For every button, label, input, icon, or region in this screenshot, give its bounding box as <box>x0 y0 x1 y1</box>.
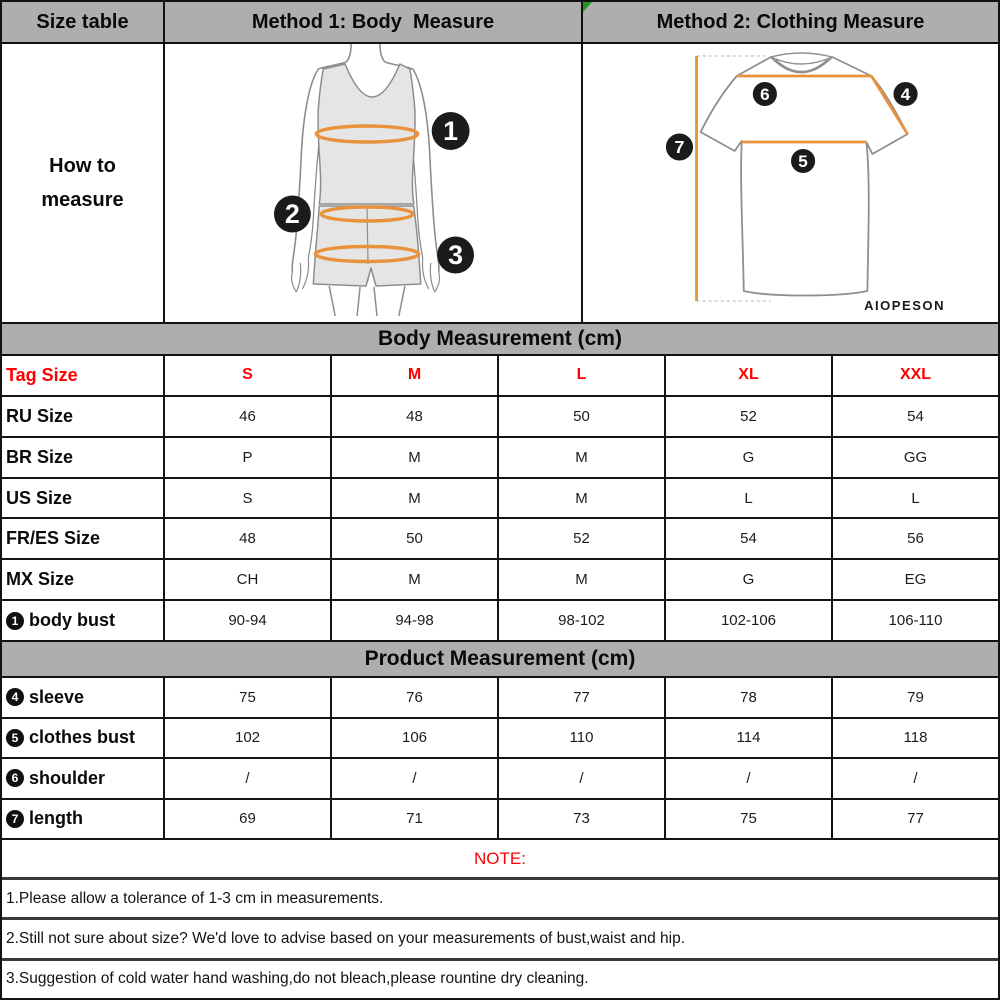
size-value: M <box>332 479 499 518</box>
size-value: 56 <box>907 530 924 548</box>
circled-number-badge: 4 <box>6 688 24 706</box>
svg-text:2: 2 <box>284 198 300 230</box>
size-value: 114 <box>666 719 833 758</box>
size-value: / <box>913 769 918 787</box>
note-item: 3.Suggestion of cold water hand washing,do not bleach,please rountine dry cleaning. <box>6 970 589 988</box>
size-value: L <box>666 479 833 518</box>
size-value: 76 <box>332 678 499 717</box>
how-to-line2: measure <box>41 189 124 211</box>
method2-header <box>583 2 998 44</box>
size-value: 54 <box>666 519 833 558</box>
method1-header: Method 1: Body Measure <box>165 2 583 44</box>
svg-text:6: 6 <box>760 85 770 104</box>
size-value: 50 <box>499 397 666 436</box>
size-value: 118 <box>903 729 928 747</box>
table-row <box>2 800 998 841</box>
row-label: RU Size <box>2 397 165 436</box>
size-value: 73 <box>499 800 666 839</box>
size-value: 75 <box>165 678 332 717</box>
circled-number-badge: 5 <box>6 729 24 747</box>
size-value: 69 <box>165 800 332 839</box>
size-col-header: XL <box>666 356 833 395</box>
size-col-header: XXL <box>899 366 932 384</box>
size-value: M <box>332 438 499 477</box>
note-item: 1.Please allow a tolerance of 1-3 cm in measurements. <box>2 880 998 920</box>
size-table-header: Size table <box>2 2 165 44</box>
marker-4 <box>893 82 917 106</box>
table-row <box>2 519 998 560</box>
clothing-measure-diagram <box>583 44 998 322</box>
size-value: L <box>911 489 920 507</box>
notes-list <box>2 880 998 998</box>
marker-2 <box>274 196 311 233</box>
circled-number-badge: 1 <box>6 612 24 630</box>
table-row <box>2 601 998 640</box>
size-value: M <box>499 560 666 599</box>
table-row <box>2 719 998 760</box>
marker-7 <box>666 134 693 161</box>
size-value: G <box>666 438 833 477</box>
marker-6 <box>753 82 777 106</box>
marker-5 <box>791 149 815 173</box>
size-value: 46 <box>165 397 332 436</box>
circled-number-badge: 6 <box>6 769 24 787</box>
table-row <box>2 438 998 479</box>
method2-header-label: Method 2: Clothing Measure <box>656 10 925 33</box>
size-value: 106-110 <box>888 612 943 630</box>
size-value: 77 <box>499 678 666 717</box>
body-measurement-table <box>2 356 998 640</box>
body-figure-illustration <box>165 44 581 322</box>
size-value: M <box>332 560 499 599</box>
svg-text:4: 4 <box>900 85 911 104</box>
size-value: EG <box>904 571 927 589</box>
size-value: GG <box>903 448 928 466</box>
note-item: 2.Still not sure about size? We'd love to advise based on your measurements of bust,waist and hip. <box>2 920 998 960</box>
table-row <box>2 560 998 601</box>
size-value: 75 <box>666 800 833 839</box>
product-measurement-title: Product Measurement (cm) <box>2 640 998 678</box>
size-value: 94-98 <box>332 601 499 640</box>
table-row <box>2 678 998 719</box>
body-measurement-title: Body Measurement (cm) <box>2 322 998 356</box>
size-value: / <box>165 759 332 798</box>
green-corner-flag-icon <box>583 2 592 12</box>
size-value: 110 <box>499 719 666 758</box>
size-value: 106 <box>332 719 499 758</box>
size-value: 71 <box>332 800 499 839</box>
svg-text:3: 3 <box>448 239 464 271</box>
size-value: / <box>332 759 499 798</box>
size-value: 50 <box>332 519 499 558</box>
table-row <box>2 759 998 800</box>
how-to-line1: How to <box>49 155 116 177</box>
row-label: US Size <box>2 479 165 518</box>
size-col-header: L <box>499 356 666 395</box>
size-value: P <box>165 438 332 477</box>
top-header-row <box>2 2 998 44</box>
tag-size-header-row <box>2 356 998 397</box>
illustration-row <box>2 44 998 322</box>
size-value: / <box>666 759 833 798</box>
size-col-header: S <box>165 356 332 395</box>
size-value: 54 <box>907 407 924 425</box>
row-label: Tag Size <box>2 356 165 395</box>
size-value: 98-102 <box>499 601 666 640</box>
marker-1 <box>432 112 470 150</box>
size-col-header: M <box>332 356 499 395</box>
table-row <box>2 397 998 438</box>
size-value: 48 <box>165 519 332 558</box>
size-value: 78 <box>666 678 833 717</box>
size-value: 52 <box>499 519 666 558</box>
row-label: 1 body bust <box>2 601 165 640</box>
row-label: BR Size <box>2 438 165 477</box>
row-label: 6 shoulder <box>2 759 165 798</box>
marker-3 <box>437 237 474 274</box>
size-value: 79 <box>907 688 924 706</box>
size-value: CH <box>165 560 332 599</box>
how-to-measure-cell <box>2 44 165 322</box>
product-measurement-table <box>2 678 998 840</box>
circled-number-badge: 7 <box>6 810 24 828</box>
row-label: 5 clothes bust <box>2 719 165 758</box>
tshirt-illustration <box>583 44 998 322</box>
svg-text:1: 1 <box>443 115 459 147</box>
size-value: G <box>666 560 833 599</box>
note-title: NOTE: <box>2 840 998 880</box>
size-value: 90-94 <box>165 601 332 640</box>
size-value: / <box>499 759 666 798</box>
table-row <box>2 479 998 520</box>
size-value: 48 <box>332 397 499 436</box>
size-value: S <box>165 479 332 518</box>
row-label: FR/ES Size <box>2 519 165 558</box>
body-measure-diagram <box>165 44 583 322</box>
size-value: 102-106 <box>666 601 833 640</box>
size-value: 77 <box>907 810 924 828</box>
size-value: 52 <box>666 397 833 436</box>
brand-label: AIOPESON <box>864 298 946 313</box>
row-label: 7 length <box>2 800 165 839</box>
row-label: 4 sleeve <box>2 678 165 717</box>
svg-text:7: 7 <box>674 137 685 157</box>
size-value: M <box>499 479 666 518</box>
row-label: MX Size <box>2 560 165 599</box>
size-value: M <box>499 438 666 477</box>
size-value: 102 <box>165 719 332 758</box>
svg-text:5: 5 <box>798 152 808 171</box>
